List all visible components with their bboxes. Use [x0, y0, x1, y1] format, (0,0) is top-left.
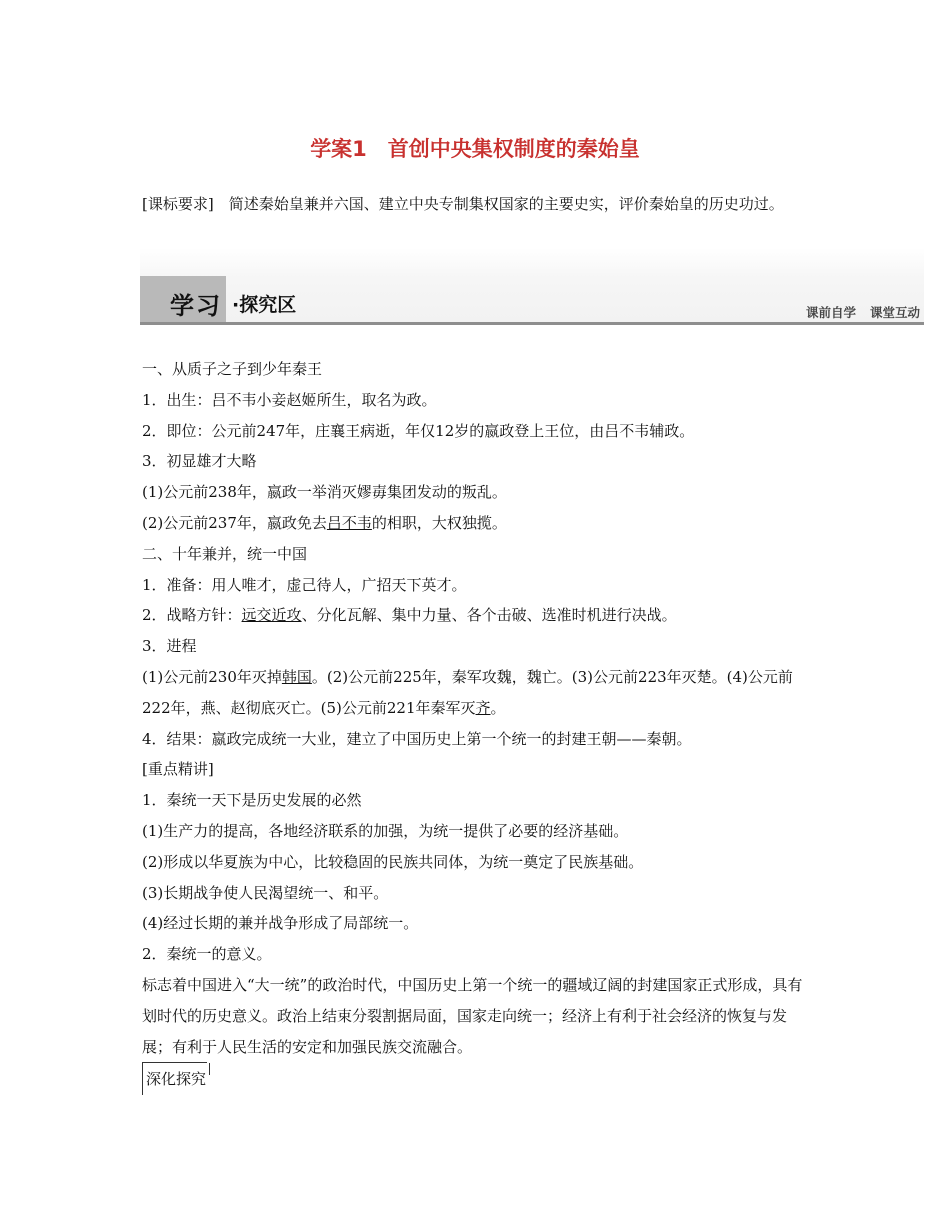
paragraph: (1)生产力的提高，各地经济联系的加强，为统一提供了必要的经济基础。: [142, 821, 629, 840]
paragraph: 1．出生：吕不韦小妾赵姬所生，取名为政。: [142, 390, 437, 409]
key-points-heading: [重点精讲]: [142, 760, 214, 779]
paragraph: (4)经过长期的兼并战争形成了局部统一。: [142, 914, 419, 933]
paragraph: 2．秦统一的意义。: [142, 945, 272, 964]
page-title: 学案1 首创中央集权制度的秦始皇: [310, 137, 640, 161]
section-banner: [140, 248, 924, 328]
banner-label-classroom: 课堂互动: [869, 305, 920, 320]
text-span: 2．战略方针：: [142, 606, 242, 625]
text-span: 、分化瓦解、集中力量、各个击破、选准时机进行决战。: [301, 606, 677, 625]
curriculum-requirement: [课标要求] 简述秦始皇兼并六国、建立中央专制集权国家的主要史实，评价秦始皇的历史功过。: [142, 195, 784, 213]
paragraph: 标志着中国进入“大一统”的政治时代，中国历史上第一个统一的疆域辽阔的封建国家正式形成，具有划时代的历史意义。政治上结束分裂割据局面，国家走向统一；经济上有利于社会经济的恢复与发展；有利于人民生活的安定和加强民族交流融合。: [142, 975, 803, 1056]
text-span: (2)公元前237年，嬴政免去: [142, 513, 327, 532]
paragraph: (3)长期战争使人民渴望统一、和平。: [142, 883, 389, 902]
paragraph: 1．秦统一天下是历史发展的必然: [142, 791, 362, 810]
paragraph: [142, 662, 812, 724]
text-span: 。: [490, 698, 506, 717]
paragraph: 3．进程: [142, 637, 197, 656]
paragraph: 4．结果：嬴政完成统一大业，建立了中国历史上第一个统一的封建王朝——秦朝。: [142, 729, 692, 748]
deep-inquiry-tag-row: [142, 1062, 812, 1095]
banner-subtitle: ·探究区: [232, 294, 297, 316]
underlined-term: 韩国: [281, 667, 312, 686]
banner-right-labels: [792, 303, 920, 321]
paragraph: 1．准备：用人唯才，虚己待人，广招天下英才。: [142, 575, 467, 594]
paragraph: 2．即位：公元前247年，庄襄王病逝，年仅12岁的嬴政登上王位，由吕不韦辅政。: [142, 421, 695, 440]
banner-divider: [140, 322, 924, 325]
paragraph: [142, 600, 812, 631]
text-span: 。(2)公元前225年，秦军攻魏，魏亡。(3)公元前223年灭楚。(4)公元前222年，燕、赵彻底灭亡。(5)公元前221年秦军灭: [142, 667, 793, 717]
text-span: 的相职，大权独揽。: [371, 513, 507, 532]
section-heading: 一、从质子之子到少年秦王: [142, 360, 323, 378]
text-span: (1)公元前230年灭掉: [142, 667, 282, 686]
underlined-term: 齐: [475, 698, 491, 717]
deep-inquiry-tag: 深化探究: [142, 1062, 207, 1095]
paragraph: (2)形成以华夏族为中心，比较稳固的民族共同体，为统一奠定了民族基础。: [142, 852, 644, 871]
section-heading: 二、十年兼并，统一中国: [142, 544, 308, 563]
banner-label-preview: 课前自学: [805, 305, 856, 320]
paragraph: (1)公元前238年，嬴政一举消灭嫪毐集团发动的叛乱。: [142, 483, 507, 502]
content-body: [142, 354, 812, 1095]
banner-title: 学习: [170, 292, 222, 320]
paragraph: 3．初显雄才大略: [142, 452, 257, 471]
underlined-term: 吕不韦: [326, 513, 372, 532]
paragraph: [142, 508, 812, 539]
underlined-term: 远交近攻: [241, 606, 302, 625]
